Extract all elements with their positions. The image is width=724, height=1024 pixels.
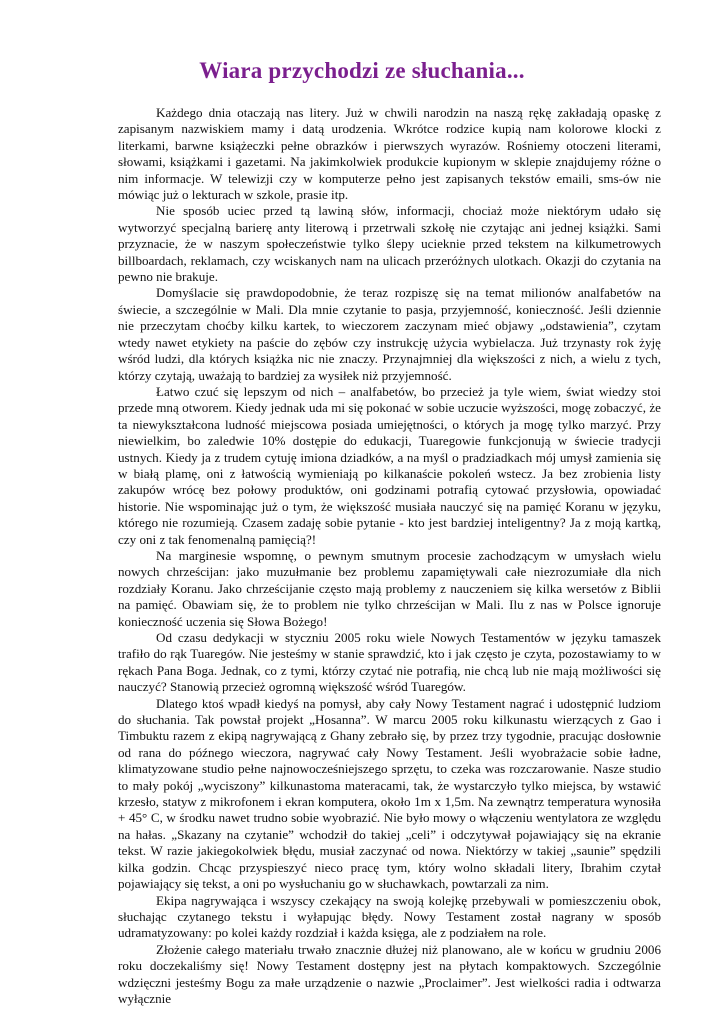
paragraph: Łatwo czuć się lepszym od nich – analfabetów, bo przecież ja tyle wiem, świat wiedzy stoi przede mną otworem. Kiedy jednak uda mi się pokonać w sobie uczucie wyższości, mogę zobaczyć, że ta niewykształcona ludność miejscowa posiada umiejętności, o których ja mogę tylko marzyć. Przy niewielkim, bo zaledwie 10% dostępie do edukacji, Tuaregowie funkcjonują w świecie tradycji ustnych. Kiedy ja z trudem cytuję imiona dziadków, a na myśl o pradziadkach mój umysł zamienia się w białą plamę, oni z łatwością wymieniają po kilkanaście pokoleń wstecz. Ja bez zrobienia listy zakupów wrócę bez połowy produktów, oni godzinami potrafią cytować przysłowia, opowiadać historie. Nie wspominając już o tym, że większość musiała nauczyć się na pamięć Koranu w języku, którego nie rozumieją. Czasem zadaję sobie pytanie - kto jest bardziej inteligentny? Ja z moją kartką, czy oni z tak fenomenalną pamięcią?! [118, 383, 661, 547]
article-title: Wiara przychodzi ze słuchania... [199, 58, 525, 83]
paragraph: Ekipa nagrywająca i wszyscy czekający na swoją kolejkę przebywali w pomieszczeniu obok, słuchając czytanego tekstu i wyłapując błędy. Nowy Testament został nagrany w sposób udramatyzowany: po kolei każdy rozdział i każda księga, ale z podziałem na role. [118, 892, 661, 941]
paragraph: Złożenie całego materiału trwało znacznie dłużej niż planowano, ale w końcu w grudniu 2006 roku doczekaliśmy się! Nowy Testament dostępny jest na płytach kompaktowych. Szczególnie wdzięczni jesteśmy Bogu za małe urządzenie o nazwie „Proclaimer”. Jest wielkości radia i odtwarza wyłącznie [118, 941, 661, 1006]
paragraph: Dlatego ktoś wpadł kiedyś na pomysł, aby cały Nowy Testament nagrać i udostępnić ludziom do słuchania. Tak powstał projekt „Hosanna”. W marcu 2005 roku kilkunastu wierzących z Gao i Timbuktu razem z ekipą nagrywającą z Ghany zebrało się, by przez trzy tygodnie, pracując dosłownie od rana do późnego wieczora, nagrywać cały Nowy Testament. Jeśli wyobrażacie sobie ładne, klimatyzowane studio pełne najnowocześniejszego sprzętu, to czeka was rozczarowanie. Nasze studio to mały pokój „wyciszony” kilkunastoma materacami, tak, że wystarczyło tylko miejsca, by wstawić krzesło, statyw z mikrofonem i ekran komputera, około 1m x 1,5m. Na zewnątrz temperatura wynosiła + 45° C, w środku nawet trudno sobie wyobrazić. Nie było mowy o włączeniu wentylatora ze względu na hałas. „Skazany na czytanie” wchodził do takiej „celi” i odczytywał pojawiający się na ekranie tekst. W razie jakiegokolwiek błędu, musiał zaczynać od nowa. Niektórzy w takiej „saunie” spędzili kilka godzin. Chcąc przyspieszyć nieco pracę tym, który wolno składali litery, Ibrahim czytał pojawiający się tekst, a oni po wysłuchaniu go w słuchawkach, powtarzali za nim. [118, 695, 661, 892]
paragraph: Domyślacie się prawdopodobnie, że teraz rozpiszę się na temat milionów analfabetów na świecie, a szczególnie w Mali. Dla mnie czytanie to pasja, przyjemność, konieczność. Jeśli dziennie nie przeczytam choćby kilku kartek, to wieczorem zaczynam mieć objawy „odstawienia”, czytam wtedy nawet etykiety na paście do zębów czy instrukcję użycia wybielacza. Już trzynasty rok żyję wśród ludzi, dla których książka nic nie znaczy. Przynajmniej dla większości z nich, a wielu z tych, którzy czytają, uważają to bardziej za wysiłek niż przyjemność. [118, 285, 661, 383]
paragraph: Od czasu dedykacji w styczniu 2005 roku wiele Nowych Testamentów w języku tamaszek trafiło do rąk Tuaregów. Nie jesteśmy w stanie sprawdzić, kto i jak często je czyta, pozostawiamy to w rękach Pana Boga. Jednak, co z tymi, którzy czytać nie potrafią, nie chcą lub nie mają możliwości się nauczyć? Stanowią przecież ogromną większość wśród Tuaregów. [118, 630, 661, 695]
paragraph: Nie sposób uciec przed tą lawiną słów, informacji, chociaż może niektórym udało się wytworzyć specjalną barierę anty literową i przetrwali szkołę nie czytając ani jednej książki. Sami przyznacie, że w naszym społeczeństwie tylko ślepy ucieknie przed tekstem na kilkumetrowych billboardach, reklamach, czy wciskanych nam na ulicach przeróżnych ulotkach. Okazji do czytania na pewno nie brakuje. [118, 203, 661, 285]
paragraph: Na marginesie wspomnę, o pewnym smutnym procesie zachodzącym w umysłach wielu nowych chrześcijan: jako muzułmanie bez problemu zapamiętywali całe niezrozumiałe dla nich rozdziały Koranu. Jako chrześcijanie często mają problemy z nauczeniem się kilka wersetów z Biblii na pamięć. Obawiam się, że to problem nie tylko chrześcijan w Mali. Ilu z nas w Polsce ignoruje konieczność uczenia się Słowa Bożego! [118, 547, 661, 629]
article-body [118, 105, 661, 1007]
paragraph: Każdego dnia otaczają nas litery. Już w chwili narodzin na naszą rękę zakładają opaskę z zapisanym nazwiskiem mamy i datą urodzenia. Wkrótce rodzice kupią nam kolorowe klocki z literkami, barwne książeczki pełne obrazków i pierwszych wyrazów. Rośniemy otoczeni literami, słowami, książkami i gazetami. Na jakimkolwiek produkcie kupionym w sklepie znajdujemy różne o nim informacje. W telewizji czy w komputerze pełno jest zapisanych tekstów emaili, sms-ów nie mówiąc już o lekturach w szkole, prasie itp. [118, 105, 661, 203]
